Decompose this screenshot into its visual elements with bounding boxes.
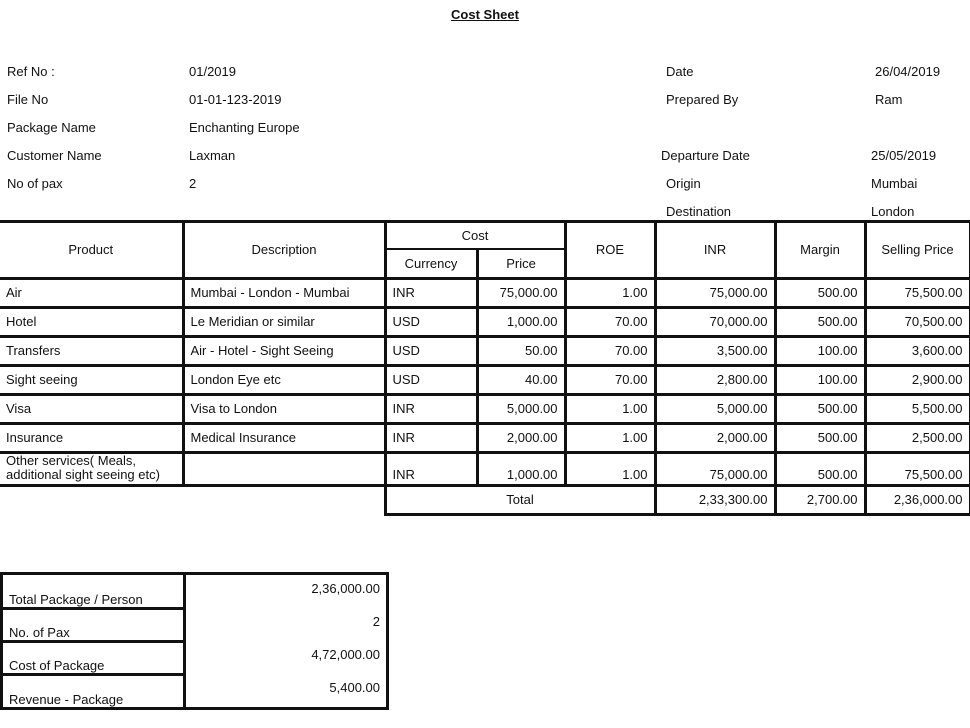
total-selling: 2,36,000.00 [865,486,970,515]
package-name-label: Package Name [7,120,96,135]
header-row-top [0,222,970,250]
date-value: 26/04/2019 [875,64,941,79]
origin-label: Origin [666,176,701,191]
cell-description: Air - Hotel - Sight Seeing [183,337,385,366]
ref-no-value: 01/2019 [189,64,236,79]
prepared-by-label: Prepared By [666,92,739,107]
cell-selling: 75,500.00 [865,279,970,308]
header-margin: Margin [775,222,865,279]
total-margin: 2,700.00 [775,486,865,515]
summary-label: Revenue - Package [2,674,185,709]
cell-selling: 3,600.00 [865,337,970,366]
cell-roe: 1.00 [565,424,655,453]
table-row [0,279,970,308]
prepared-by-value: Ram [875,92,903,107]
destination-label: Destination [666,204,732,219]
summary-label: No. of Pax [2,608,185,641]
header-selling-price: Selling Price [865,222,970,279]
cell-selling: 2,900.00 [865,366,970,395]
summary-value: 5,400.00 [185,674,388,709]
cell-price: 50.00 [477,337,565,366]
header-cost: Cost [385,222,565,250]
header-roe: ROE [565,222,655,279]
header-currency: Currency [385,249,477,278]
departure-date-label: Departure Date [661,148,750,163]
cell-product: Transfers [0,337,183,366]
cell-description: Medical Insurance [183,424,385,453]
total-empty-cell [0,486,183,515]
cell-price: 1,000.00 [477,453,565,486]
summary-table [0,572,389,710]
summary-label: Total Package / Person [2,574,185,609]
cell-inr: 70,000.00 [655,308,775,337]
cell-description [183,453,385,486]
cell-product: Hotel [0,308,183,337]
cell-inr: 2,000.00 [655,424,775,453]
cell-description: Mumbai - London - Mumbai [183,279,385,308]
cell-price: 40.00 [477,366,565,395]
cell-price: 75,000.00 [477,279,565,308]
package-name-value: Enchanting Europe [189,120,300,135]
origin-value: Mumbai [871,176,918,191]
cell-currency: USD [385,308,477,337]
header-product: Product [0,222,183,279]
cell-margin: 500.00 [775,424,865,453]
no-of-pax-value: 2 [189,176,197,191]
cell-margin: 100.00 [775,337,865,366]
total-label: Total [385,486,655,515]
customer-name-value: Laxman [189,148,236,163]
cell-description: Visa to London [183,395,385,424]
summary-value: 2 [185,608,388,641]
cell-margin: 500.00 [775,279,865,308]
total-empty-cell [183,486,385,515]
total-row [0,486,970,515]
file-no-value: 01-01-123-2019 [189,92,282,107]
cell-selling: 70,500.00 [865,308,970,337]
header-price: Price [477,249,565,278]
ref-no-label: Ref No : [7,64,55,79]
summary-row [2,641,388,674]
header-inr: INR [655,222,775,279]
cell-product: Air [0,279,183,308]
date-label: Date [666,64,694,79]
cell-currency: USD [385,366,477,395]
cell-roe: 1.00 [565,453,655,486]
cell-inr: 5,000.00 [655,395,775,424]
cell-product: Visa [0,395,183,424]
table-row [0,337,970,366]
cell-inr: 75,000.00 [655,453,775,486]
table-row [0,308,970,337]
table-row [0,453,970,486]
cell-description: London Eye etc [183,366,385,395]
cell-roe: 1.00 [565,395,655,424]
cell-inr: 3,500.00 [655,337,775,366]
cell-currency: INR [385,424,477,453]
cell-inr: 2,800.00 [655,366,775,395]
cost-table [0,220,970,516]
sheet-title: Cost Sheet [451,7,519,22]
cell-roe: 1.00 [565,279,655,308]
summary-row [2,674,388,709]
file-no-label: File No [7,92,49,107]
summary-row [2,608,388,641]
header-description: Description [183,222,385,279]
cell-product: Sight seeing [0,366,183,395]
cell-selling: 5,500.00 [865,395,970,424]
cell-selling: 2,500.00 [865,424,970,453]
cell-roe: 70.00 [565,366,655,395]
cell-roe: 70.00 [565,308,655,337]
cell-currency: INR [385,453,477,486]
table-row [0,424,970,453]
cell-roe: 70.00 [565,337,655,366]
total-inr: 2,33,300.00 [655,486,775,515]
cell-margin: 500.00 [775,453,865,486]
cell-margin: 100.00 [775,366,865,395]
cell-currency: USD [385,337,477,366]
table-row [0,395,970,424]
cell-description: Le Meridian or similar [183,308,385,337]
cell-product: Other services( Meals, additional sight seeing etc) [0,453,183,486]
customer-name-label: Customer Name [7,148,102,163]
cell-selling: 75,500.00 [865,453,970,486]
cell-margin: 500.00 [775,395,865,424]
summary-row [2,574,388,609]
cell-price: 5,000.00 [477,395,565,424]
cell-currency: INR [385,279,477,308]
cell-product: Insurance [0,424,183,453]
cell-price: 2,000.00 [477,424,565,453]
summary-value: 2,36,000.00 [185,574,388,609]
departure-date-value: 25/05/2019 [871,148,937,163]
cell-inr: 75,000.00 [655,279,775,308]
summary-value: 4,72,000.00 [185,641,388,674]
cell-currency: INR [385,395,477,424]
cell-price: 1,000.00 [477,308,565,337]
summary-label: Cost of Package [2,641,185,674]
destination-value: London [871,204,915,219]
cell-margin: 500.00 [775,308,865,337]
no-of-pax-label: No of pax [7,176,63,191]
table-row [0,366,970,395]
